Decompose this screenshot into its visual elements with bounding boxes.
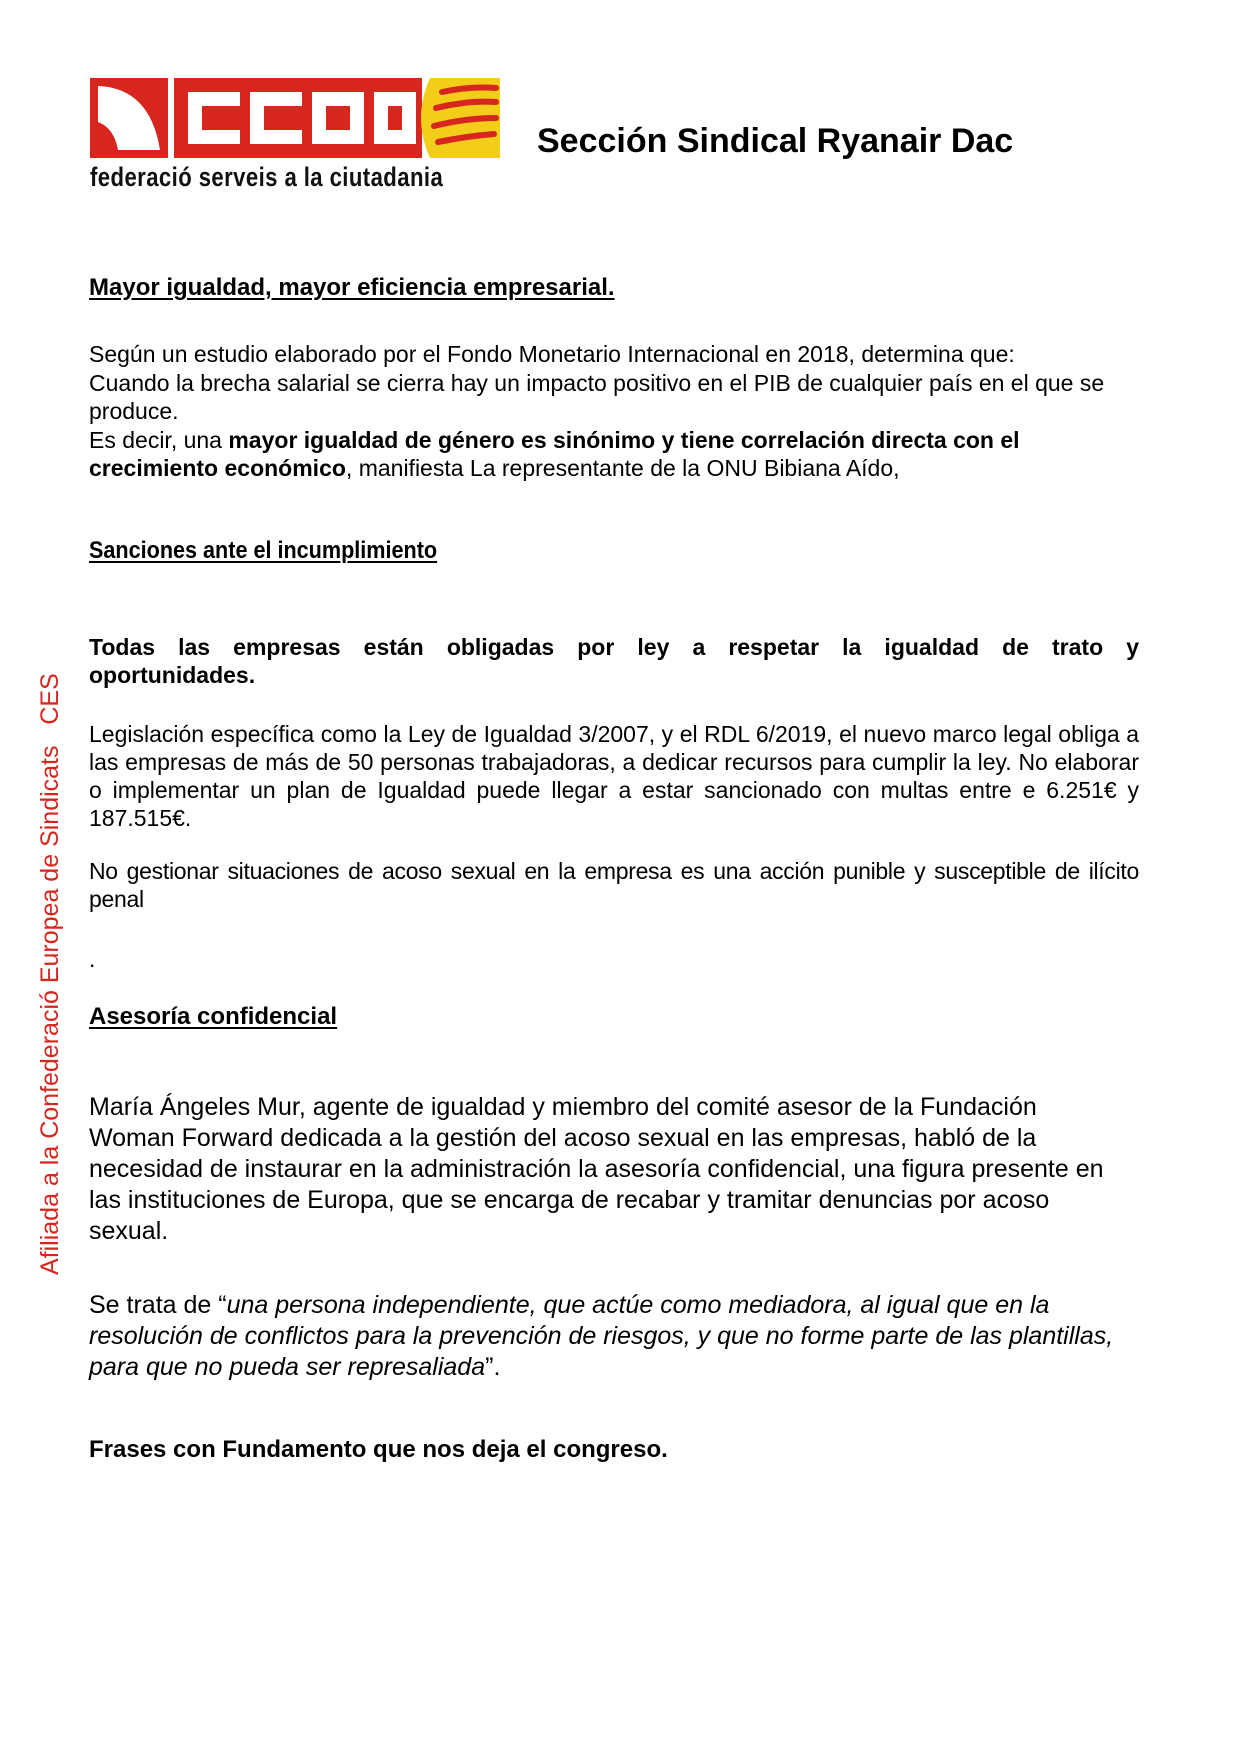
text-es-decir-lead: Es decir, una — [89, 426, 229, 453]
paragraph-quote — [89, 1290, 1149, 1383]
section-confidential-advice — [89, 1003, 1141, 1031]
section-sanctions-harassment — [89, 857, 1139, 913]
section-heading: Mayor igualdad, mayor eficiencia empresarial. — [89, 274, 615, 301]
section-sanctions-statement — [89, 633, 1139, 689]
text-es-decir-tail: , manifiesta La representante de la ONU Bibiana Aído, — [345, 455, 900, 481]
side-affiliation-text: Afiliada a la Confederació Europea de Sindicats CES — [36, 673, 64, 1275]
section-equality-efficiency — [89, 274, 1141, 302]
section-congress-phrases — [89, 1436, 1141, 1464]
section-confidential-body — [89, 1092, 1124, 1247]
paragraph-harassment: No gestionar situaciones de acoso sexual en la empresa es una acción punible y susceptible de ilícito penal — [89, 858, 1139, 912]
ccoo-logo — [90, 78, 500, 198]
paragraph-obligation: Todas las empresas están obligadas por ley a respetar la igualdad de trato y oportunidades. — [89, 634, 1139, 688]
quote-italic: una persona independiente, que actúe como mediadora, al igual que en la resolución de conflictos para la prevención de riesgos, y que no forme parte de las plantillas, para que no pueda ser represaliada — [89, 1291, 1114, 1381]
paragraph-legislation: Legislación específica como la Ley de Igualdad 3/2007, y el RDL 6/2019, el nuevo marco legal obliga a las empresas de más de 50 personas trabajadoras, a dedicar recursos para cumplir la ley. No elaborar o implementar un plan de Igualdad puede llegar a estar sancionado con multas entre e 6.251€ y 187.515€. — [89, 721, 1139, 831]
section-title: Sección Sindical Ryanair Dac — [537, 122, 1014, 160]
stray-dot: . — [89, 946, 96, 972]
section-sanctions-legislation — [89, 720, 1139, 832]
logo-tagline: federació serveis a la ciutadania — [90, 162, 444, 192]
section-sanctions — [89, 537, 1141, 565]
paragraph-imf-study — [89, 340, 1129, 483]
paragraph-maria-angeles-mur: María Ángeles Mur, agente de igualdad y miembro del comité asesor de la Fundación Woman Forward dedicada a la gestión del acoso sexual en las empresas, habló de la necesidad de instaurar en la administración la asesoría confidencial, una figura presente en las instituciones de Europa, que se encarga de recabar y tramitar denuncias por acoso sexual. — [89, 1093, 1104, 1245]
text-imf-line1: Según un estudio elaborado por el Fondo Monetario Internacional en 2018, determina que: — [89, 341, 1015, 367]
ccoo-logo-graphic — [90, 78, 500, 158]
quote-tail: ”. — [485, 1353, 501, 1381]
quote-lead: Se trata de “ — [89, 1291, 227, 1319]
text-imf-line2: Cuando la brecha salarial se cierra hay un impacto positivo en el PIB de cualquier país en el que se produce. — [89, 369, 1105, 424]
section-equality-body — [89, 340, 1129, 483]
section-heading: Frases con Fundamento que nos deja el congreso. — [89, 1436, 668, 1463]
section-confidential-quote — [89, 1290, 1149, 1383]
section-heading: Asesoría confidencial — [89, 1003, 338, 1030]
section-heading: Sanciones ante el incumplimiento — [89, 537, 438, 564]
section-sanctions-dot — [89, 945, 1141, 974]
text-es-decir-bold: mayor igualdad de género es sinónimo y tiene correlación directa con el crecimiento económico — [89, 426, 1020, 481]
